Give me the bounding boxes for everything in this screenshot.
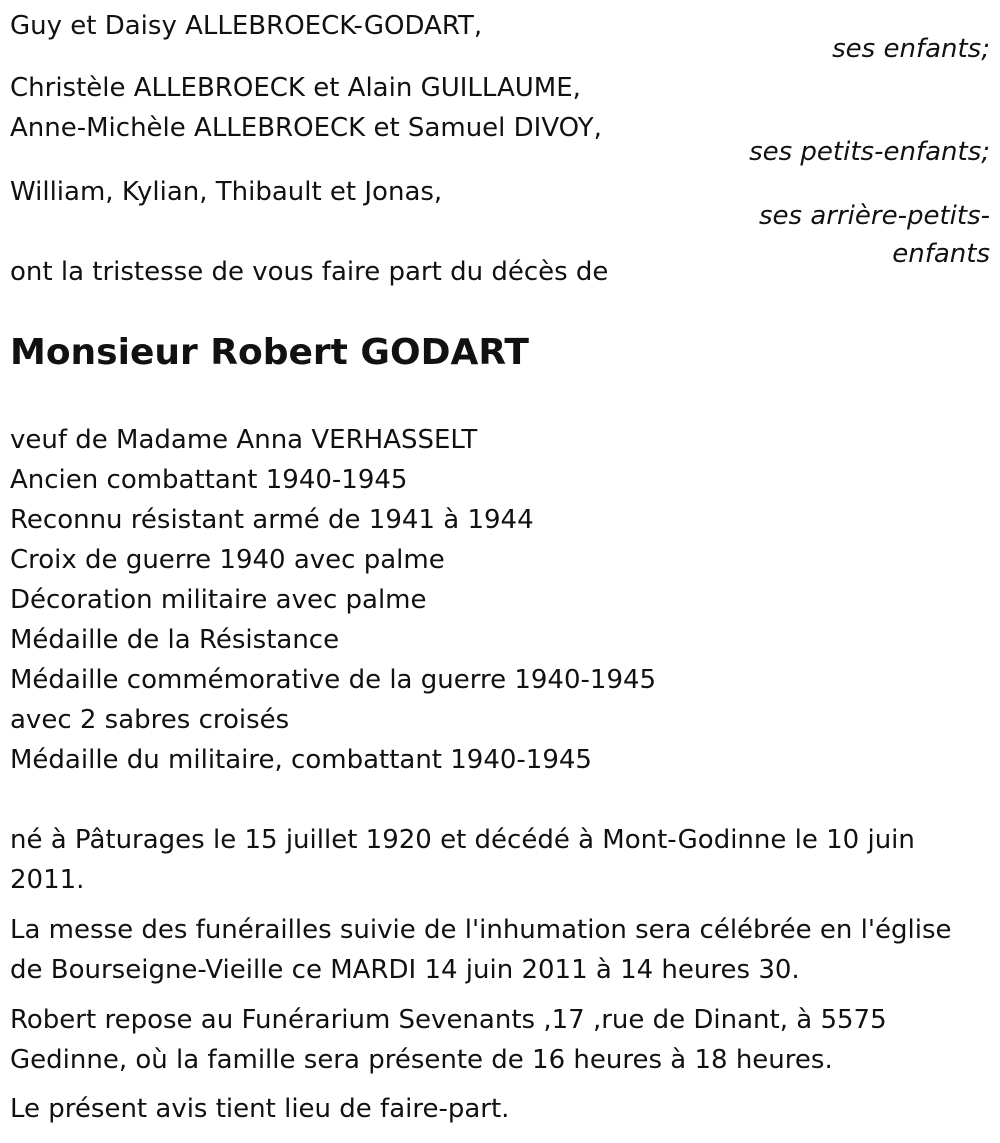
titles-list [10, 420, 656, 780]
title-item: Médaille du militaire, combattant 1940-1945 [10, 745, 592, 775]
children-names: Guy et Daisy ALLEBROECK-GODART, [10, 11, 483, 41]
great-grandchildren-role-line-1: ses arrière-petits- [759, 201, 990, 231]
title-item: avec 2 sabres croisés [10, 705, 290, 735]
visitation-paragraph: Robert repose au Funérarium Sevenants ,17 ,rue de Dinant, à 5575 Gedinne, où la famille sera présente de 16 heures à 18 heures. [10, 1005, 887, 1075]
title-item: Reconnu résistant armé de 1941 à 1944 [10, 505, 534, 535]
title-item: Ancien combattant 1940-1945 [10, 465, 408, 495]
notice-paragraph: Le présent avis tient lieu de faire-part. [10, 1094, 510, 1124]
title-item: Médaille commémorative de la guerre 1940-1945 [10, 665, 657, 695]
grandchildren-line-1: Christèle ALLEBROECK et Alain GUILLAUME, [10, 73, 581, 103]
great-grandchildren-names: William, Kylian, Thibault et Jonas, [10, 177, 443, 207]
announcement: ont la tristesse de vous faire part du décès de [10, 257, 609, 287]
funeral-paragraph: La messe des funérailles suivie de l'inhumation sera célébrée en l'église de Bourseigne-Vieille ce MARDI 14 juin 2011 à 14 heures 30. [10, 915, 952, 985]
title-item: veuf de Madame Anna VERHASSELT [10, 425, 478, 455]
title-item: Croix de guerre 1940 avec palme [10, 545, 445, 575]
children-role: ses enfants; [832, 34, 990, 64]
grandchildren-role: ses petits-enfants; [749, 137, 990, 167]
title-item: Décoration militaire avec palme [10, 585, 427, 615]
birth-death-paragraph: né à Pâturages le 15 juillet 1920 et décédé à Mont-Godinne le 10 juin 2011. [10, 825, 915, 895]
title-item: Médaille de la Résistance [10, 625, 340, 655]
deceased-name: Monsieur Robert GODART [10, 332, 529, 373]
great-grandchildren-role-line-2: enfants [892, 239, 990, 269]
grandchildren-line-2: Anne-Michèle ALLEBROECK et Samuel DIVOY, [10, 113, 602, 143]
